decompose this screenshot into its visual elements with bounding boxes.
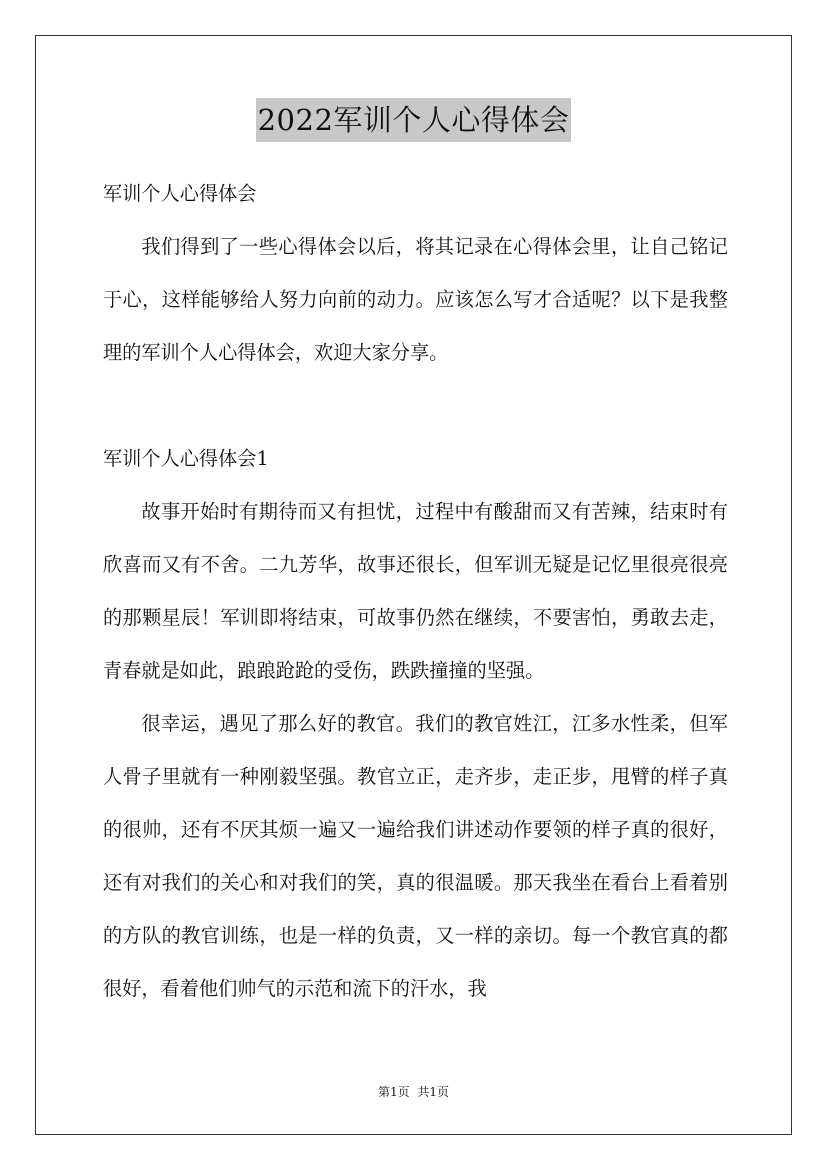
section-heading: 军训个人心得体会1 bbox=[103, 447, 269, 470]
page-total: 共1页 bbox=[417, 1085, 450, 1099]
page-footer bbox=[0, 1082, 827, 1102]
page-number: 第1页 bbox=[377, 1085, 410, 1099]
body-paragraph: 故事开始时有期待而又有担忧，过程中有酸甜而又有苦辣，结束时有欣喜而又有不舍。二九芳华，故事还很长，但军训无疑是记忆里很亮很亮的那颗星辰！军训即将结束，可故事仍然在继续，不要害怕，勇敢去走，青春就是如此，踉踉跄跄的受伤，跌跌撞撞的坚强。 bbox=[103, 500, 728, 682]
subtitle: 军训个人心得体会 bbox=[103, 182, 257, 205]
body-paragraph: 很幸运，遇见了那么好的教官。我们的教官姓江，江多水性柔，但军人骨子里就有一种刚毅坚强。教官立正，走齐步，走正步，甩臂的样子真的很帅，还有不厌其烦一遍又一遍给我们讲述动作要领的样子真的很好，还有对我们的关心和对我们的笑，真的很温暖。那天我坐在看台上看着别的方队的教官训练，也是一样的负责，又一样的亲切。每一个教官真的都很好，看着他们帅气的示范和流下的汗水，我 bbox=[103, 712, 728, 1000]
document-title: 2022军训个人心得体会 bbox=[256, 98, 572, 142]
section-spacer bbox=[103, 379, 728, 432]
intro-paragraph: 我们得到了一些心得体会以后，将其记录在心得体会里，让自己铭记于心，这样能够给人努力向前的动力。应该怎么写才合适呢？以下是我整理的军训个人心得体会，欢迎大家分享。 bbox=[103, 235, 728, 364]
document-body bbox=[103, 167, 728, 1015]
title-container bbox=[0, 98, 827, 142]
